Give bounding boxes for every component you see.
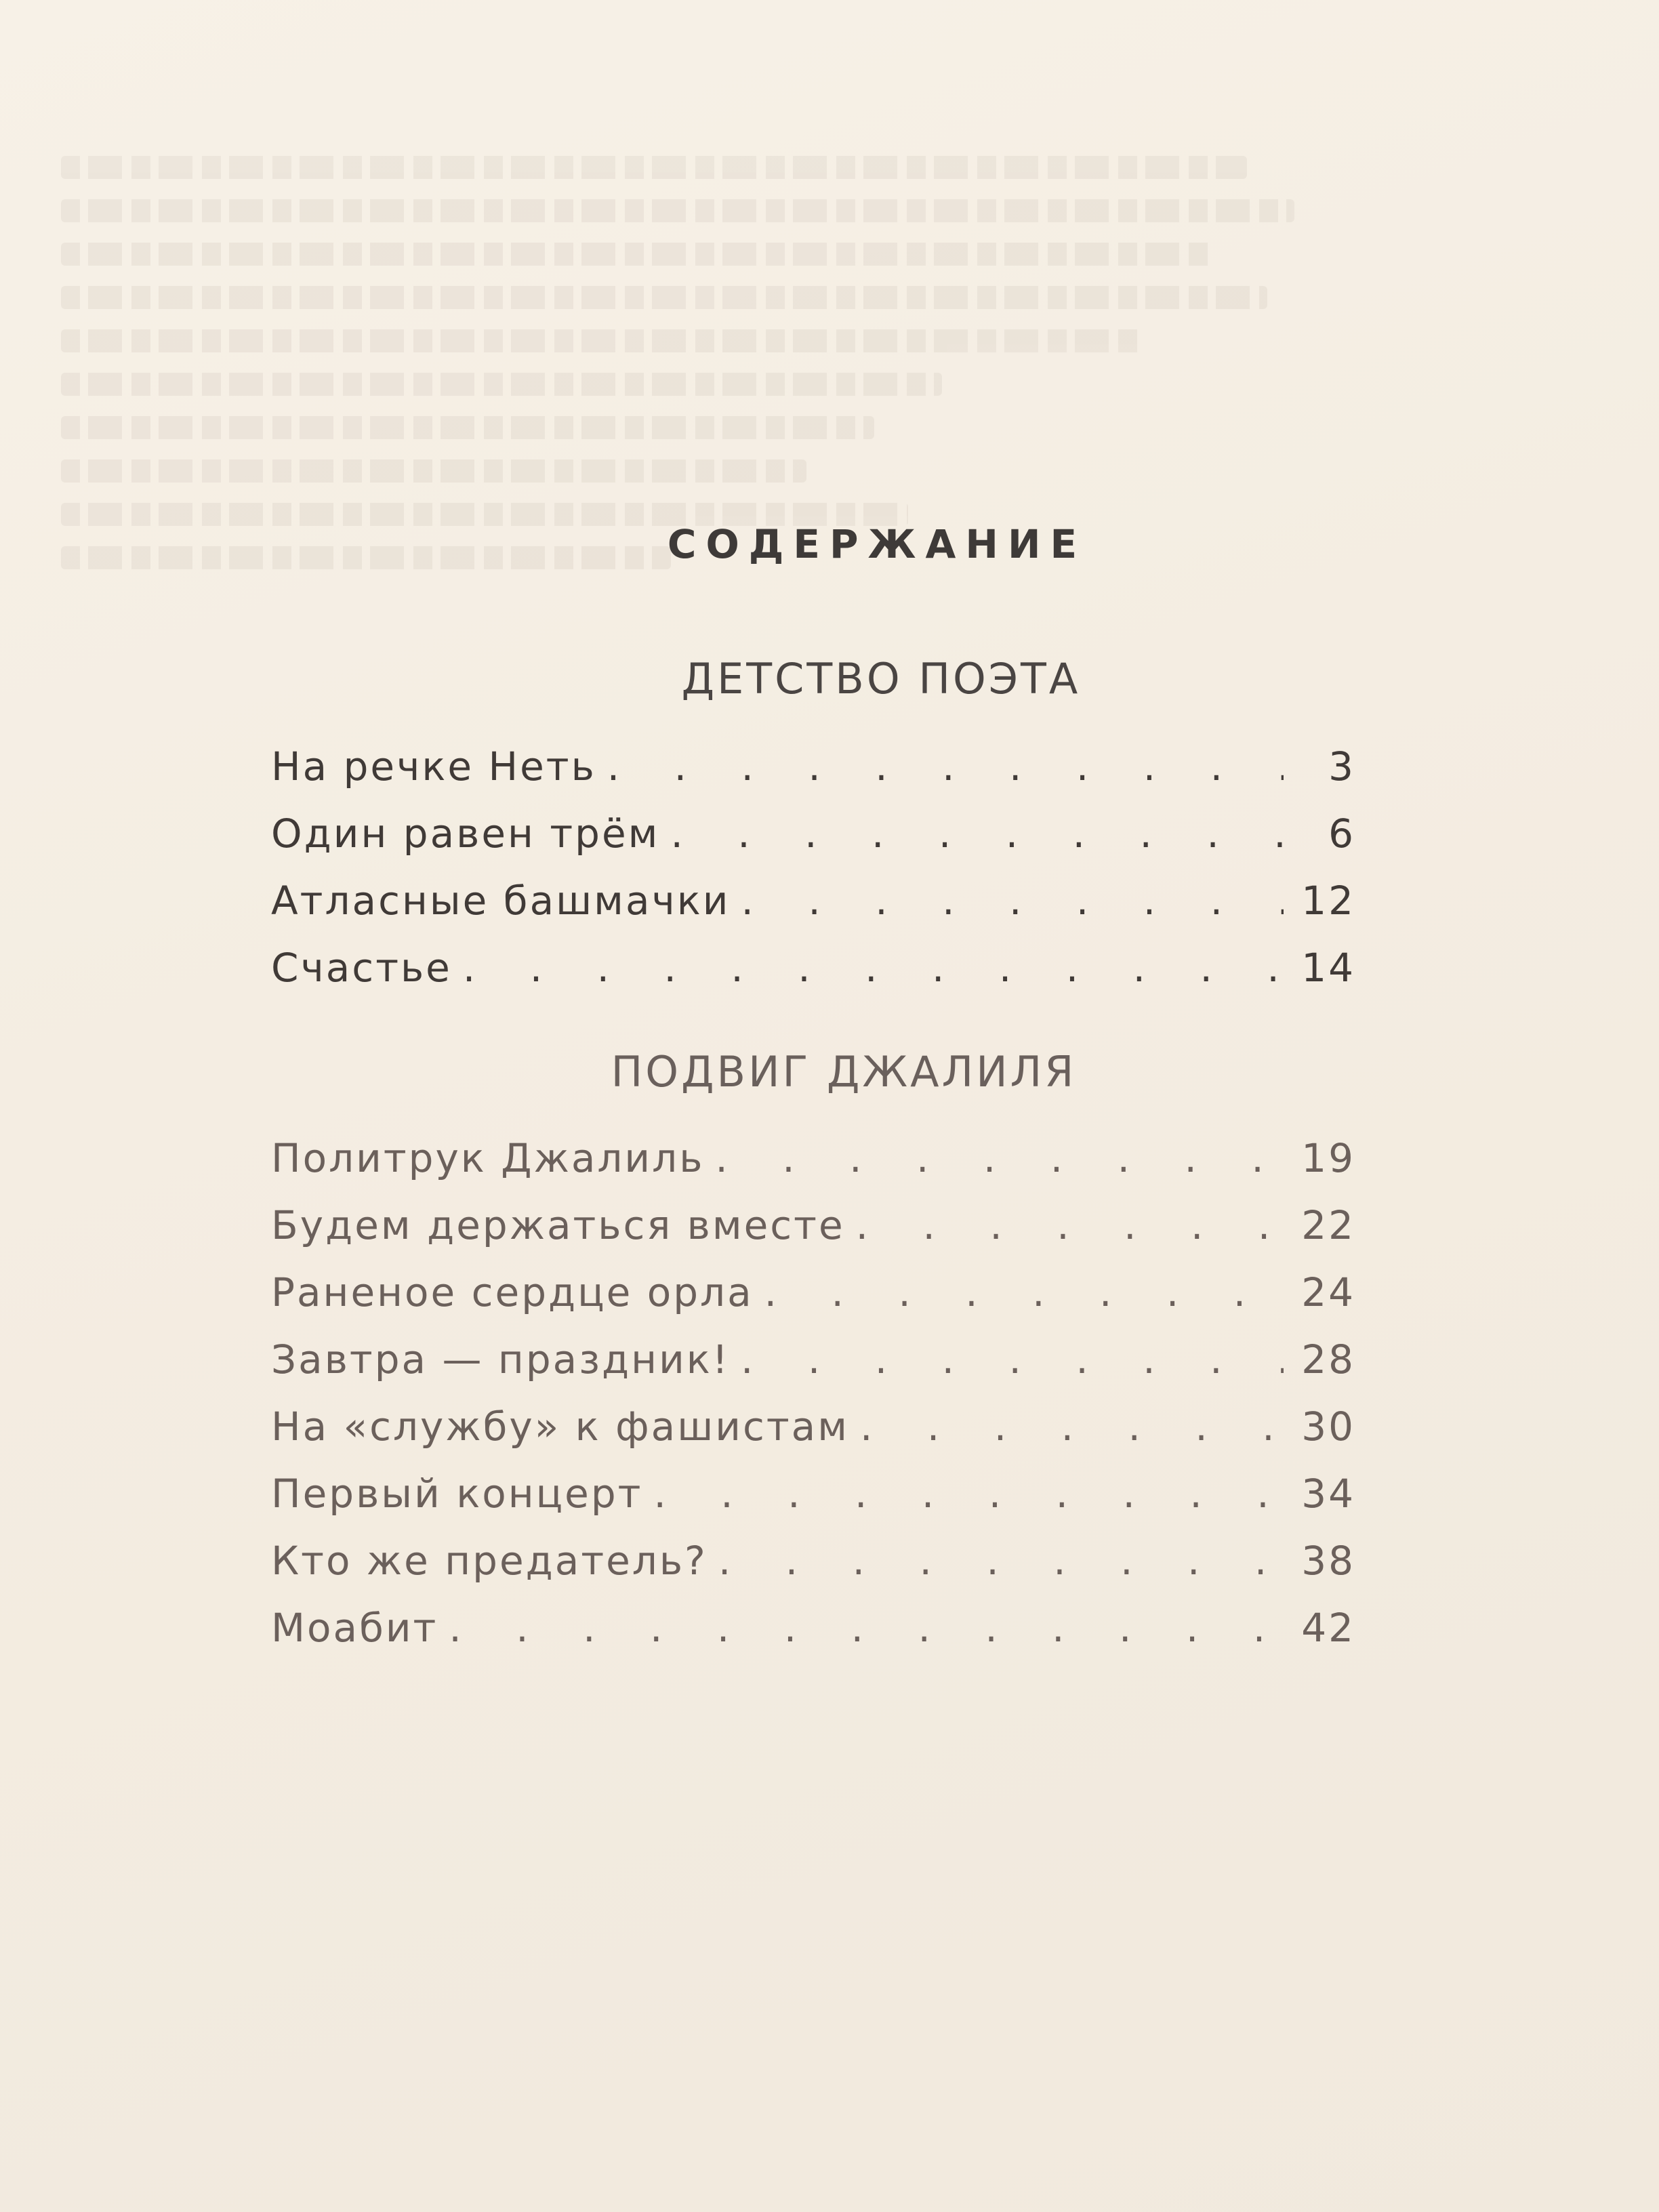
leader-dots — [764, 1259, 1284, 1326]
toc-entry[interactable] — [271, 1595, 1355, 1662]
toc-title: СОДЕРЖАНИЕ — [667, 520, 1087, 567]
leader-dots — [607, 733, 1284, 800]
toc-entry[interactable] — [271, 1192, 1355, 1259]
section-heading-childhood: ДЕТСТВО ПОЭТА — [681, 654, 1081, 703]
toc-entry-page: 28 — [1301, 1336, 1355, 1382]
toc-entry-title: Раненое сердце орла — [271, 1269, 754, 1315]
toc-entry[interactable] — [271, 1393, 1355, 1460]
toc-entry-page: 24 — [1301, 1269, 1355, 1315]
toc-entry[interactable] — [271, 935, 1355, 1002]
toc-entry-title: Будем держаться вместе — [271, 1202, 845, 1248]
toc-entry[interactable] — [271, 867, 1355, 935]
leader-dots — [463, 935, 1284, 1002]
toc-entry-title: Один равен трём — [271, 811, 660, 857]
leader-dots — [860, 1393, 1284, 1460]
section-heading-feat: ПОДВИГ ДЖАЛИЛЯ — [611, 1047, 1077, 1097]
toc-entry-title: Кто же предатель? — [271, 1538, 708, 1584]
leader-dots — [718, 1528, 1284, 1595]
toc-section-childhood — [271, 733, 1355, 1002]
toc-entry[interactable] — [271, 733, 1355, 800]
toc-entry[interactable] — [271, 1460, 1355, 1528]
toc-entry-page: 19 — [1301, 1135, 1355, 1181]
toc-entry[interactable] — [271, 1259, 1355, 1326]
toc-entry-page: 30 — [1301, 1404, 1355, 1450]
toc-entry-page: 6 — [1328, 811, 1355, 857]
toc-entry-title: Счастье — [271, 945, 452, 991]
toc-entry-title: Завтра — праздник! — [271, 1336, 731, 1382]
leader-dots — [715, 1125, 1284, 1192]
leader-dots — [741, 1326, 1284, 1393]
leader-dots — [856, 1192, 1284, 1259]
leader-dots — [670, 800, 1284, 867]
toc-entry-page: 42 — [1301, 1605, 1355, 1651]
toc-entry-page: 3 — [1328, 743, 1355, 790]
toc-entry-page: 12 — [1301, 878, 1355, 924]
leader-dots — [449, 1595, 1284, 1662]
toc-entry[interactable] — [271, 1326, 1355, 1393]
toc-entry[interactable] — [271, 800, 1355, 867]
leader-dots — [741, 867, 1284, 935]
leader-dots — [653, 1460, 1284, 1528]
toc-entry-page: 38 — [1301, 1538, 1355, 1584]
toc-entry-page: 22 — [1301, 1202, 1355, 1248]
toc-entry-title: Моабит — [271, 1605, 438, 1651]
bleed-through-text — [61, 156, 1349, 698]
toc-section-feat — [271, 1125, 1355, 1662]
toc-entry-title: Первый концерт — [271, 1471, 643, 1517]
toc-entry-title: Политрук Джалиль — [271, 1135, 705, 1181]
toc-entry-title: На «службу» к фашистам — [271, 1404, 849, 1450]
toc-entry[interactable] — [271, 1528, 1355, 1595]
toc-entry[interactable] — [271, 1125, 1355, 1192]
toc-entry-title: Атласные башмачки — [271, 878, 731, 924]
toc-entry-page: 34 — [1301, 1471, 1355, 1517]
toc-entry-page: 14 — [1301, 945, 1355, 991]
toc-entry-title: На речке Неть — [271, 743, 596, 790]
